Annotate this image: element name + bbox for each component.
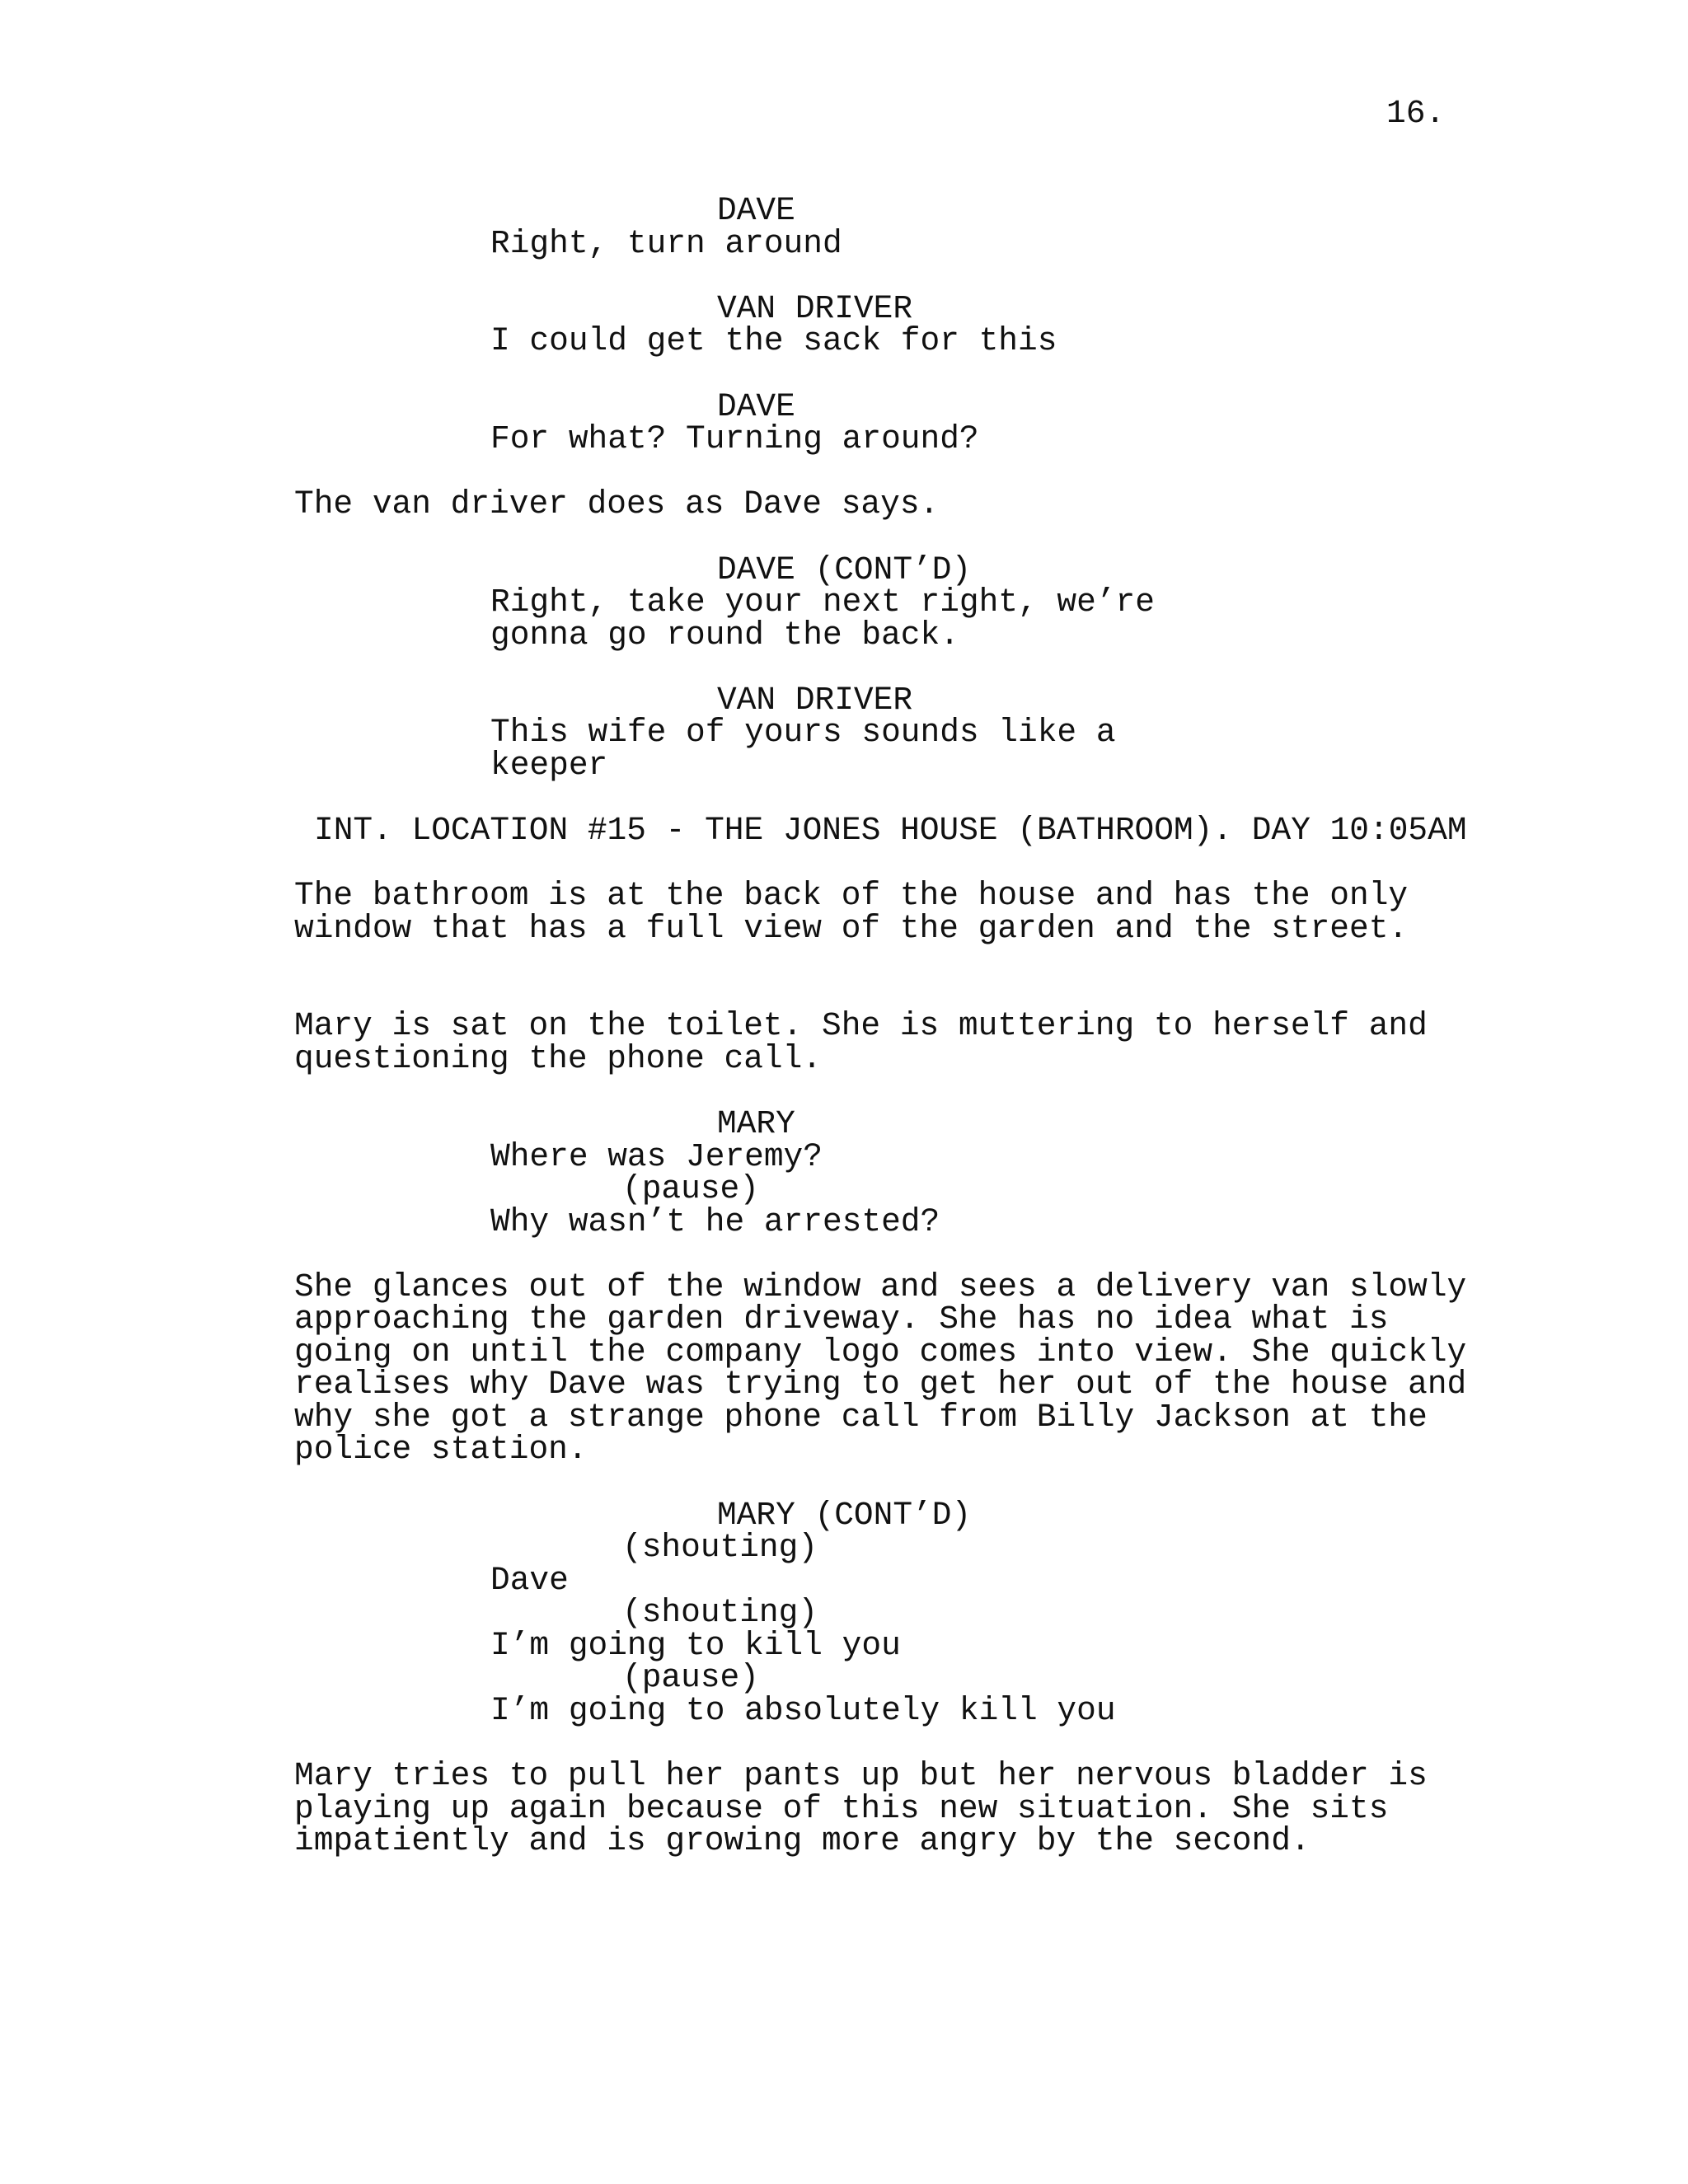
character-name: VAN DRIVER — [717, 290, 913, 327]
parenthetical: (shouting) — [622, 1594, 818, 1631]
scene-heading: INT. LOCATION #15 - THE JONES HOUSE (BATHROOM). DAY 10:05AM — [314, 812, 1467, 849]
parenthetical: (shouting) — [622, 1529, 818, 1566]
action-line: Mary tries to pull her pants up but her nervous bladder is — [294, 1757, 1428, 1794]
parenthetical: (pause) — [622, 1659, 759, 1696]
action-line: going on until the company logo comes into view. She quickly — [294, 1333, 1467, 1371]
action-line: realises why Dave was trying to get her out of the house and — [294, 1366, 1467, 1403]
dialogue-line: I could get the sack for this — [490, 322, 1057, 359]
action-line: The van driver does as Dave says. — [294, 485, 940, 523]
dialogue-line: For what? Turning around? — [490, 420, 979, 457]
parenthetical: (pause) — [622, 1170, 759, 1207]
dialogue-line: Why wasn’t he arrested? — [490, 1203, 940, 1240]
character-name: DAVE (CONT’D) — [717, 551, 972, 588]
dialogue-line: Right, take your next right, we’re — [490, 583, 1155, 621]
action-line: questioning the phone call. — [294, 1040, 823, 1077]
dialogue-line: Right, turn around — [490, 225, 842, 262]
action-line: approaching the garden driveway. She has no idea what is — [294, 1301, 1389, 1338]
character-name: DAVE — [717, 388, 795, 425]
dialogue-line: gonna go round the back. — [490, 616, 959, 654]
action-line: window that has a full view of the garden and the street. — [294, 910, 1409, 947]
action-line: She glances out of the window and sees a delivery van slowly — [294, 1268, 1467, 1305]
dialogue-line: keeper — [490, 747, 608, 784]
character-name: VAN DRIVER — [717, 682, 913, 719]
action-line: The bathroom is at the back of the house and has the only — [294, 877, 1409, 914]
dialogue-line: Dave — [490, 1562, 569, 1599]
action-line: Mary is sat on the toilet. She is muttering to herself and — [294, 1007, 1428, 1044]
character-name: MARY (CONT’D) — [717, 1497, 972, 1534]
character-name: DAVE — [717, 192, 795, 229]
dialogue-line: I’m going to kill you — [490, 1627, 901, 1664]
dialogue-line: This wife of yours sounds like a — [490, 714, 1116, 751]
character-name: MARY — [717, 1105, 795, 1142]
dialogue-line: I’m going to absolutely kill you — [490, 1692, 1116, 1729]
action-line: impatiently and is growing more angry by the second. — [294, 1822, 1311, 1859]
page-number: 16. — [1386, 95, 1446, 132]
action-line: playing up again because of this new situation. She sits — [294, 1790, 1389, 1827]
action-line: police station. — [294, 1431, 588, 1468]
dialogue-line: Where was Jeremy? — [490, 1138, 823, 1175]
action-line: why she got a strange phone call from Billy Jackson at the — [294, 1399, 1428, 1436]
